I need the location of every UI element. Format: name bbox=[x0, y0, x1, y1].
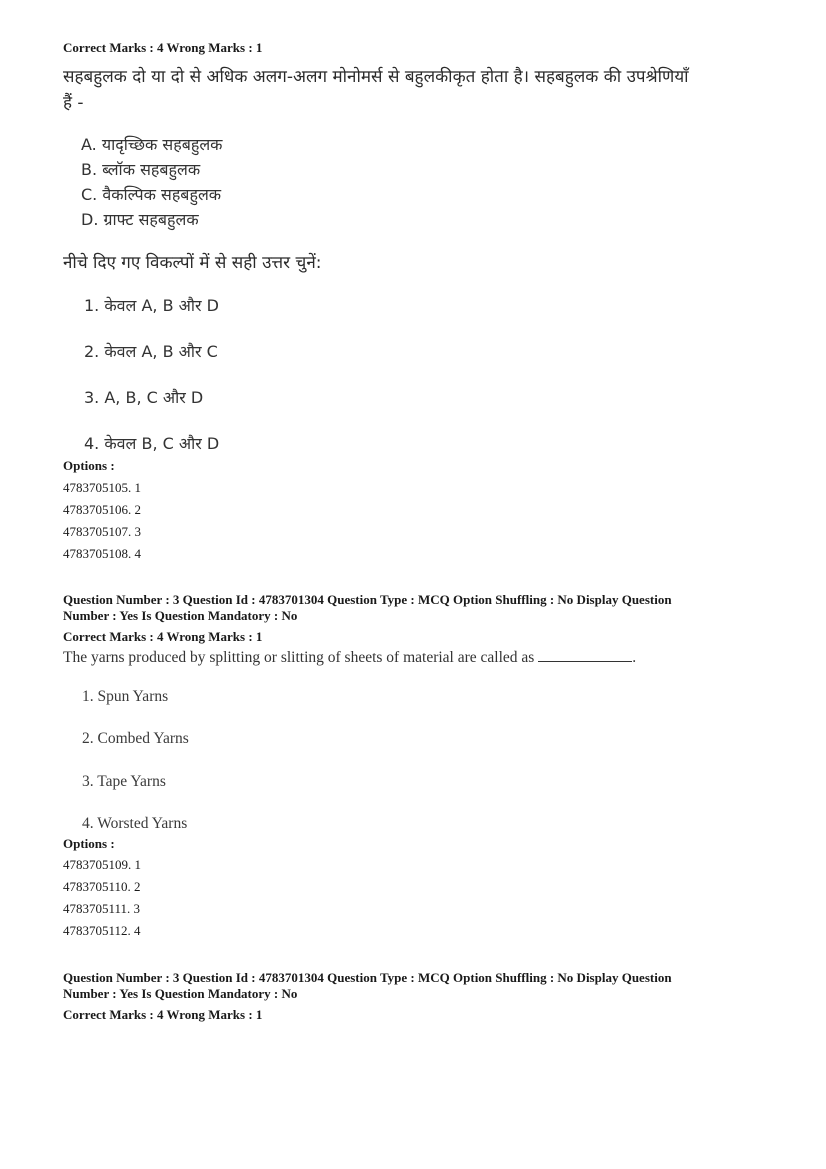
q2-marks: Correct Marks : 4 Wrong Marks : 1 bbox=[63, 40, 263, 55]
q2-text-line2: हैं - bbox=[63, 93, 84, 113]
q2-choice-1: 1. केवल A, B और D bbox=[84, 296, 219, 315]
q3-option-3: 4783705111. 3 bbox=[63, 901, 141, 916]
q2-option-3: 4783705107. 3 bbox=[63, 524, 141, 539]
q3-option-1: 4783705109. 1 bbox=[63, 857, 141, 872]
q2-options-label: Options : bbox=[63, 458, 115, 473]
q2-option-4: 4783705108. 4 bbox=[63, 546, 141, 561]
q3-options-label: Options : bbox=[63, 836, 115, 851]
q3-option-2: 4783705110. 2 bbox=[63, 879, 141, 894]
q4-header-line1: Question Number : 3 Question Id : 4783701304 Question Type : MCQ Option Shuffling : No Display Question bbox=[63, 970, 672, 985]
q3-choice-2: 2. Combed Yarns bbox=[82, 730, 189, 747]
q3-question-text bbox=[63, 649, 636, 667]
q2-option-2: 4783705106. 2 bbox=[63, 502, 141, 517]
q2-text-line1: सहबहुलक दो या दो से अधिक अलग-अलग मोनोमर्स से बहुलकीकृत होता है। सहबहुलक की उपश्रेणियाँ bbox=[63, 67, 689, 87]
q3-question-end: . bbox=[632, 649, 637, 666]
q3-header-line1: Question Number : 3 Question Id : 4783701304 Question Type : MCQ Option Shuffling : No Display Question bbox=[63, 592, 672, 607]
q2-instruction: नीचे दिए गए विकल्पों में से सही उत्तर चुनें: bbox=[63, 253, 322, 273]
q3-choice-1: 1. Spun Yarns bbox=[82, 688, 169, 705]
q2-statement-d: D. ग्राफ्ट सहबहुलक bbox=[81, 210, 199, 229]
q3-choice-4: 4. Worsted Yarns bbox=[82, 815, 188, 832]
q2-statement-b: B. ब्लॉक सहबहुलक bbox=[81, 160, 201, 179]
q4-marks: Correct Marks : 4 Wrong Marks : 1 bbox=[63, 1007, 263, 1022]
q3-option-4: 4783705112. 4 bbox=[63, 923, 141, 938]
answer-blank bbox=[538, 649, 632, 662]
q3-marks: Correct Marks : 4 Wrong Marks : 1 bbox=[63, 629, 263, 644]
q4-header-line2: Number : Yes Is Question Mandatory : No bbox=[63, 986, 298, 1001]
q2-statement-c: C. वैकल्पिक सहबहुलक bbox=[81, 185, 222, 204]
q2-choice-4: 4. केवल B, C और D bbox=[84, 434, 220, 453]
q2-option-1: 4783705105. 1 bbox=[63, 480, 141, 495]
q3-header-line2: Number : Yes Is Question Mandatory : No bbox=[63, 608, 298, 623]
q2-statement-a: A. यादृच्छिक सहबहुलक bbox=[81, 135, 223, 154]
q2-choice-2: 2. केवल A, B और C bbox=[84, 342, 218, 361]
q3-choice-3: 3. Tape Yarns bbox=[82, 773, 166, 790]
q2-choice-3: 3. A, B, C और D bbox=[84, 388, 204, 407]
q3-question-body: The yarns produced by splitting or slitting of sheets of material are called as bbox=[63, 649, 535, 666]
